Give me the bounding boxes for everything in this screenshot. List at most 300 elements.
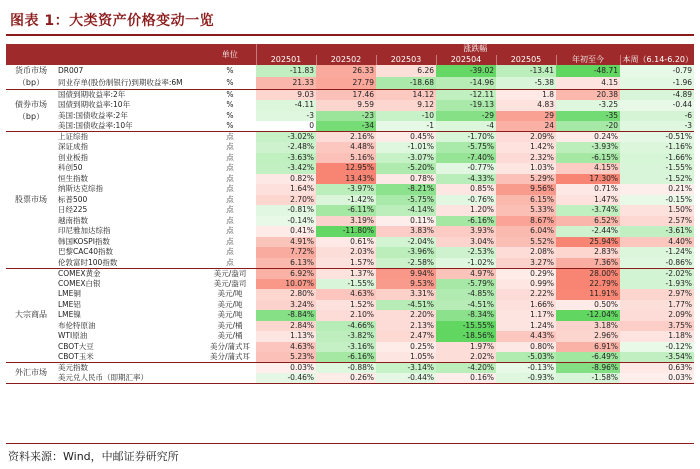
value-cell: -39.02 (436, 65, 496, 77)
row-name: 越南指数 (58, 215, 88, 225)
value-cell: -6 (620, 111, 694, 122)
value-cell: -4.89 (620, 90, 694, 101)
value-cell: 4.48% (316, 142, 376, 153)
header-month: 202503 (376, 55, 436, 66)
value-cell: -0.79 (620, 65, 694, 77)
value-cell: 0 (256, 121, 316, 132)
value-cell: -3.54% (620, 352, 694, 363)
title-divider (6, 34, 694, 36)
value-cell: 10.07% (256, 279, 316, 290)
value-cell: -4.20% (436, 363, 496, 374)
table-row (6, 153, 694, 164)
value-cell: -8.96% (556, 363, 620, 374)
value-cell: -0.86% (620, 258, 694, 269)
row-name: CBOT玉米 (56, 352, 204, 363)
table-row (6, 205, 694, 216)
row-unit: 点 (226, 152, 234, 162)
value-cell: -2.48% (256, 142, 316, 153)
table-row (6, 342, 694, 353)
value-cell: 7.36% (556, 258, 620, 269)
value-cell: -0.46% (256, 373, 316, 384)
value-cell: 1.57% (316, 258, 376, 269)
value-cell: 4.63% (256, 342, 316, 353)
row-name: LME铝 (58, 299, 81, 309)
row-unit (204, 363, 256, 374)
value-cell: -4 (436, 121, 496, 132)
table-row (6, 226, 694, 237)
value-cell: 3.27% (496, 258, 556, 269)
value-cell: 0.80% (496, 342, 556, 353)
value-cell: 6.91% (556, 342, 620, 353)
value-cell: 27.79 (316, 77, 376, 89)
row-unit: 美分/蒲式耳 (204, 352, 256, 363)
value-cell: 4.63% (316, 289, 376, 300)
row-name: 韩国KOSPI指数 (58, 236, 110, 246)
value-cell: 1.50% (620, 205, 694, 216)
value-cell: -4.85% (436, 289, 496, 300)
value-cell: -0.44% (376, 373, 436, 384)
value-cell: 9.12 (376, 100, 436, 111)
value-cell: 4.15 (556, 77, 620, 89)
value-cell: 2.70% (256, 195, 316, 206)
value-cell: 4.83 (496, 100, 556, 111)
row-unit: 点 (226, 226, 234, 236)
value-cell: 9.94% (376, 268, 436, 279)
value-cell: -35 (556, 111, 620, 122)
value-cell: -0.88% (316, 363, 376, 374)
value-cell: 5.52% (496, 237, 556, 248)
row-name: WTI原油 (58, 331, 88, 341)
value-cell: 0.16% (436, 373, 496, 384)
table-row (6, 352, 694, 363)
header-month: 202502 (316, 55, 376, 66)
row-name: 印尼雅加达综指 (58, 226, 111, 236)
value-cell: -2.44% (556, 226, 620, 237)
row-name: 深证成指 (58, 142, 88, 152)
value-cell: 0.11% (376, 216, 436, 227)
header-month: 202505 (496, 55, 556, 66)
row-name: 恒生指数 (58, 173, 88, 183)
value-cell: -1.24% (620, 247, 694, 258)
row-unit: % (204, 121, 256, 132)
row-name: 伦敦富时100指数 (56, 258, 204, 269)
value-cell: -3.61% (620, 226, 694, 237)
row-name: LME铜 (58, 289, 81, 299)
row-name: 标普500 (58, 194, 88, 204)
value-cell: -3.25 (556, 100, 620, 111)
value-cell: 17.30% (556, 174, 620, 185)
row-unit: % (226, 66, 234, 76)
source-divider (6, 443, 694, 444)
value-cell: 2.16% (316, 132, 376, 143)
value-cell: 25.94% (556, 237, 620, 248)
table-row (6, 142, 694, 153)
value-cell: 2.80% (256, 289, 316, 300)
value-cell: 20.38 (556, 90, 620, 101)
value-cell: -1.96 (620, 77, 694, 89)
value-cell: -3.96% (376, 247, 436, 258)
value-cell: 0.85% (436, 184, 496, 195)
value-cell: -1.93% (620, 279, 694, 290)
table-row (6, 111, 694, 122)
row-unit: 美元/桶 (217, 320, 243, 330)
value-cell: -4.14% (376, 205, 436, 216)
value-cell: 1.97% (436, 342, 496, 353)
value-cell: 6.15% (496, 195, 556, 206)
value-cell: -3.14% (376, 363, 436, 374)
value-cell: 0.61% (316, 237, 376, 248)
value-cell: 7.72% (256, 247, 316, 258)
value-cell: 3.24% (256, 300, 316, 311)
value-cell: 2.97% (620, 289, 694, 300)
value-cell: -5.75% (376, 195, 436, 206)
value-cell: -1.55% (620, 163, 694, 174)
value-cell: -3.16% (316, 342, 376, 353)
row-name: COMEX白银 (58, 278, 101, 288)
source-note: 资料来源：Wind，中邮证券研究所 (8, 450, 179, 463)
row-name: COMEX黄金 (58, 268, 101, 278)
header-row-2 (6, 55, 694, 66)
row-name: 创业板指 (58, 152, 88, 162)
table-body (6, 65, 694, 384)
value-cell: -23 (316, 111, 376, 122)
header-unit: 单位 (204, 44, 256, 65)
row-unit: % (226, 100, 234, 110)
value-cell: -1.52% (620, 174, 694, 185)
value-cell: 1.64% (256, 184, 316, 195)
row-name: 日经225 (58, 205, 88, 215)
value-cell: -15.55% (436, 321, 496, 332)
row-name: 美元兑人民币（即期汇率） (56, 373, 204, 384)
value-cell: -3 (256, 111, 316, 122)
value-cell: -6.16% (316, 352, 376, 363)
value-cell: 2.20% (376, 310, 436, 321)
section-label: 债券市场 （bp） (6, 90, 56, 132)
value-cell: 0.26% (316, 373, 376, 384)
row-name: 纳斯达克综指 (58, 184, 103, 194)
row-name: 美国:国债收益率:2年 (58, 110, 128, 120)
table-row (6, 331, 694, 342)
row-unit: 点 (226, 247, 234, 257)
value-cell: -6.11% (316, 205, 376, 216)
value-cell: -0.13% (496, 363, 556, 374)
value-cell: -4.51% (436, 300, 496, 311)
value-cell: -14.96 (436, 77, 496, 89)
value-cell: 14.12 (376, 90, 436, 101)
value-cell: -1.55% (316, 279, 376, 290)
value-cell: 0.03% (256, 363, 316, 374)
value-cell: 24 (496, 121, 556, 132)
value-cell: -5.38 (496, 77, 556, 89)
value-cell: 8.67% (496, 216, 556, 227)
row-unit: 美元/盎司 (213, 268, 247, 278)
value-cell: 1.77% (620, 300, 694, 311)
section-label: 货币市场 （bp） (6, 65, 56, 90)
row-unit: % (226, 90, 234, 99)
value-cell: 22.79% (556, 279, 620, 290)
row-unit: 美元/桶 (217, 331, 243, 341)
row-unit: 点 (226, 184, 234, 194)
value-cell: -10 (376, 111, 436, 122)
table-row (6, 258, 694, 269)
value-cell: 0.21% (620, 184, 694, 195)
value-cell: 5.33% (496, 205, 556, 216)
value-cell: -6.16% (436, 216, 496, 227)
value-cell: -2.04% (376, 237, 436, 248)
value-cell: 3.18% (556, 321, 620, 332)
table-row (6, 195, 694, 206)
value-cell: 2.02% (436, 352, 496, 363)
value-cell: 6.26 (376, 65, 436, 77)
table-row (6, 65, 694, 77)
table-row (6, 163, 694, 174)
header-blank-2 (6, 55, 204, 66)
value-cell: 1.47% (556, 195, 620, 206)
table-row (6, 174, 694, 185)
table-row (6, 132, 694, 143)
value-cell: 29 (496, 111, 556, 122)
value-cell: -3.74% (556, 205, 620, 216)
table-row (6, 77, 694, 89)
table-row (6, 247, 694, 258)
row-unit: 点 (226, 194, 234, 204)
value-cell: 11.91% (556, 289, 620, 300)
value-cell: -18.68 (376, 77, 436, 89)
section-label: 外汇市场 (6, 363, 56, 384)
value-cell: 0.25% (376, 342, 436, 353)
value-cell: 4.91% (256, 237, 316, 248)
chart-title-bar (6, 6, 694, 34)
value-cell: 3.04% (436, 237, 496, 248)
value-cell: -5.79% (436, 279, 496, 290)
row-unit: 美元/吨 (217, 310, 243, 320)
section-label: 股票市场 (6, 132, 56, 269)
value-cell: -3.07% (376, 153, 436, 164)
asset-price-table (6, 44, 694, 384)
row-unit: % (204, 77, 256, 89)
row-unit: 点 (226, 142, 234, 152)
row-unit: 点 (226, 205, 234, 215)
row-unit: 点 (204, 258, 256, 269)
table-row (6, 289, 694, 300)
value-cell: -0.14% (256, 216, 316, 227)
row-name: 美国:国债收益率:10年 (56, 121, 204, 132)
value-cell: -8.34% (436, 310, 496, 321)
value-cell: 4.43% (496, 331, 556, 342)
value-cell: -1.16% (620, 142, 694, 153)
value-cell: -13.41 (496, 65, 556, 77)
value-cell: 1.66% (496, 300, 556, 311)
value-cell: -1 (376, 121, 436, 132)
value-cell: 1.03% (496, 163, 556, 174)
value-cell: 5.16% (316, 153, 376, 164)
value-cell: -5.20% (376, 163, 436, 174)
value-cell: 9.53% (376, 279, 436, 290)
row-unit: 点 (226, 215, 234, 225)
value-cell: 2.13% (376, 321, 436, 332)
value-cell: -1.42% (316, 195, 376, 206)
header-ytd: 年初至今 (556, 55, 620, 66)
value-cell: 2.57% (620, 216, 694, 227)
value-cell: 0.24% (556, 132, 620, 143)
value-cell: -0.51% (620, 132, 694, 143)
row-unit: % (226, 110, 234, 120)
value-cell: 0.78% (376, 174, 436, 185)
value-cell: 12.95% (316, 163, 376, 174)
value-cell: -1.58% (556, 373, 620, 384)
value-cell: 2.08% (496, 247, 556, 258)
value-cell: -0.15% (620, 195, 694, 206)
value-cell: 0.82% (256, 174, 316, 185)
value-cell: -12.11 (436, 90, 496, 101)
row-name: 国债到期收益率:2年 (58, 90, 126, 99)
value-cell: -0.12% (620, 342, 694, 353)
value-cell: -6.15% (556, 153, 620, 164)
value-cell: 1.05% (376, 352, 436, 363)
table-row (6, 310, 694, 321)
table-row (6, 268, 694, 279)
header-change-group: 涨跌幅 (256, 44, 694, 55)
value-cell: -18.56% (436, 331, 496, 342)
value-cell: 26.33 (316, 65, 376, 77)
section-label: 大宗商品 (6, 268, 56, 363)
value-cell: 3.31% (376, 289, 436, 300)
row-unit: 点 (226, 132, 234, 141)
value-cell: 0.41% (256, 226, 316, 237)
value-cell: -1.70% (436, 132, 496, 143)
value-cell: 1.24% (496, 321, 556, 332)
chart-title: 图表 1：大类资产价格变动一览 (10, 13, 215, 29)
table-row (6, 321, 694, 332)
value-cell: -3.97% (316, 184, 376, 195)
value-cell: -5.03% (496, 352, 556, 363)
value-cell: 9.03 (256, 90, 316, 101)
value-cell: 1.13% (256, 331, 316, 342)
table-row (6, 184, 694, 195)
value-cell: 2.47% (376, 331, 436, 342)
value-cell: 0.63% (620, 363, 694, 374)
value-cell: 1.18% (620, 331, 694, 342)
row-name: 美元指数 (58, 363, 88, 372)
value-cell: -0.81% (256, 205, 316, 216)
value-cell: 1.8 (496, 90, 556, 101)
table-row (6, 363, 694, 374)
value-cell: 5.29% (496, 174, 556, 185)
value-cell: 0.71% (556, 184, 620, 195)
value-cell: -4.66% (316, 321, 376, 332)
value-cell: -11.83 (256, 65, 316, 77)
value-cell: 6.13% (256, 258, 316, 269)
value-cell: -12.04% (556, 310, 620, 321)
value-cell: 5.23% (256, 352, 316, 363)
row-name: 巴黎CAC40指数 (58, 247, 114, 257)
header-month: 202501 (256, 55, 316, 66)
row-unit: 美分/蒲式耳 (209, 341, 251, 351)
header-month: 202504 (436, 55, 496, 66)
value-cell: 2.10% (316, 310, 376, 321)
table-row (6, 100, 694, 111)
value-cell: 1.37% (316, 268, 376, 279)
value-cell: -0.93% (496, 373, 556, 384)
row-unit: 美元/盎司 (213, 278, 247, 288)
value-cell: -3.02% (256, 132, 316, 143)
value-cell: 3.19% (316, 216, 376, 227)
row-unit: 点 (226, 236, 234, 246)
value-cell: -34 (316, 121, 376, 132)
row-unit (204, 373, 256, 384)
value-cell: 2.96% (556, 331, 620, 342)
header-blank (6, 44, 204, 55)
value-cell: -3.42% (256, 163, 316, 174)
table-row (6, 121, 694, 132)
value-cell: 1.42% (496, 142, 556, 153)
row-unit: 点 (226, 163, 234, 173)
value-cell: 13.43% (316, 174, 376, 185)
value-cell: -2.53% (436, 247, 496, 258)
row-name: 上证综指 (58, 132, 88, 141)
value-cell: 3.83% (376, 226, 436, 237)
value-cell: 0.45% (376, 132, 436, 143)
value-cell: -19.13 (436, 100, 496, 111)
row-unit: 点 (226, 173, 234, 183)
row-name: 布伦特原油 (58, 320, 96, 330)
value-cell: 1.17% (496, 310, 556, 321)
value-cell: -3.82% (316, 331, 376, 342)
value-cell: 2.32% (496, 153, 556, 164)
value-cell: -4.11 (256, 100, 316, 111)
row-name: 国债到期收益率:10年 (58, 100, 131, 110)
value-cell: -48.71 (556, 65, 620, 77)
row-unit: 美元/吨 (217, 299, 243, 309)
header-row-1 (6, 44, 694, 55)
value-cell: -7.40% (436, 153, 496, 164)
value-cell: -3.63% (256, 153, 316, 164)
value-cell: -3 (620, 121, 694, 132)
value-cell: -11.80% (316, 226, 376, 237)
value-cell: -0.44 (620, 100, 694, 111)
value-cell: 1.20% (436, 205, 496, 216)
value-cell: 9.59 (316, 100, 376, 111)
value-cell: 9.56% (496, 184, 556, 195)
value-cell: 0.50% (556, 300, 620, 311)
value-cell: -2.02% (620, 268, 694, 279)
table-row (6, 90, 694, 101)
value-cell: 6.92% (256, 268, 316, 279)
row-name: 科创50 (58, 163, 83, 173)
value-cell: -5.75% (436, 142, 496, 153)
value-cell: 3.75% (620, 321, 694, 332)
value-cell: 4.97% (436, 268, 496, 279)
value-cell: 2.09% (620, 310, 694, 321)
value-cell: -4.51% (376, 300, 436, 311)
value-cell: 21.33 (256, 77, 316, 89)
value-cell: -1.02% (436, 258, 496, 269)
value-cell: 0.29% (496, 268, 556, 279)
value-cell: 0.99% (496, 279, 556, 290)
table-row (6, 300, 694, 311)
value-cell: 2.22% (496, 289, 556, 300)
value-cell: -8.21% (376, 184, 436, 195)
value-cell: -6.49% (556, 352, 620, 363)
value-cell: 0.03% (620, 373, 694, 384)
table-row (6, 373, 694, 384)
value-cell: -8.84% (256, 310, 316, 321)
row-name: LME镍 (58, 310, 81, 320)
value-cell: -1.01% (376, 142, 436, 153)
value-cell: 3.93% (436, 226, 496, 237)
table-row (6, 216, 694, 227)
value-cell: -1.66% (620, 153, 694, 164)
